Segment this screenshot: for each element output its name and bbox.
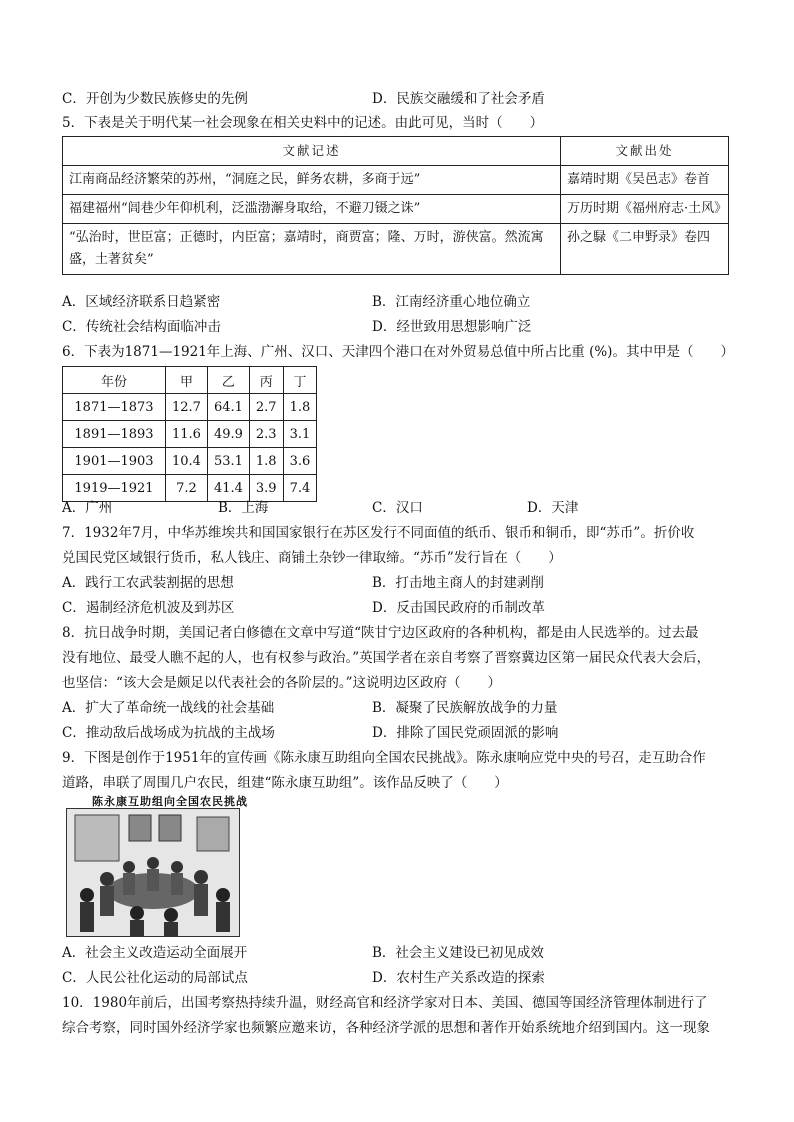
q9-option-d: D．农村生产关系改造的探索 bbox=[372, 970, 545, 986]
q6-cell: 41.4 bbox=[207, 475, 249, 502]
q8-stem-line3: 也坚信：“该大会是颇足以代表社会的各阶层的。”这说明边区政府（ ） bbox=[62, 675, 502, 691]
q6-option-b: B．上海 bbox=[218, 500, 269, 516]
q5-option-b: B．江南经济重心地位确立 bbox=[372, 294, 531, 310]
table-row bbox=[63, 166, 729, 195]
q6-cell: 11.6 bbox=[166, 421, 208, 448]
q5-option-d: D．经世致用思想影响广泛 bbox=[372, 319, 532, 335]
q5-cell: “弘治时，世臣富；正德时，内臣富；嘉靖时，商贾富；隆、万时，游侠富。然流寓盛，土著贫矣” bbox=[63, 224, 561, 275]
poster-image bbox=[66, 808, 240, 937]
q6-table bbox=[62, 366, 317, 502]
q6-option-d: D．天津 bbox=[527, 500, 579, 516]
q6-cell: 49.9 bbox=[207, 421, 249, 448]
q4-option-c: C．开创为少数民族修史的先例 bbox=[62, 91, 248, 107]
q5-cell: 孙之騄《二申野录》卷四 bbox=[561, 224, 729, 275]
q7-option-a: A．践行工农武装割据的思想 bbox=[62, 575, 234, 591]
q6-cell: 3.1 bbox=[283, 421, 317, 448]
table-header-row bbox=[63, 367, 317, 394]
q6-cell: 10.4 bbox=[166, 448, 208, 475]
q6-cell: 1871—1873 bbox=[63, 394, 166, 421]
q6-cell: 1891—1893 bbox=[63, 421, 166, 448]
q6-cell: 1.8 bbox=[283, 394, 317, 421]
q7-option-d: D．反击国民政府的币制改革 bbox=[372, 600, 545, 616]
q6-cell: 1.8 bbox=[249, 448, 283, 475]
q5-header-source: 文献出处 bbox=[561, 137, 729, 166]
q7-option-c: C．遏制经济危机波及到苏区 bbox=[62, 600, 235, 616]
q6-header-jia: 甲 bbox=[166, 367, 208, 394]
q8-option-c: C．推动敌后战场成为抗战的主战场 bbox=[62, 725, 275, 741]
q5-cell: 万历时期《福州府志·土风》 bbox=[561, 195, 729, 224]
q6-cell: 2.7 bbox=[249, 394, 283, 421]
q7-stem-line2: 兑国民党区域银行货币，私人钱庄、商铺土杂钞一律取缔。“苏币”发行旨在（ ） bbox=[62, 550, 562, 566]
table-row bbox=[63, 448, 317, 475]
q8-option-b: B．凝聚了民族解放战争的力量 bbox=[372, 700, 558, 716]
q6-cell: 64.1 bbox=[207, 394, 249, 421]
q5-option-a: A．区域经济联系日趋紧密 bbox=[62, 294, 221, 310]
q6-header-bing: 丙 bbox=[249, 367, 283, 394]
q8-option-d: D．排除了国民党顽固派的影响 bbox=[372, 725, 559, 741]
q6-header-ding: 丁 bbox=[283, 367, 317, 394]
q5-option-c: C．传统社会结构面临冲击 bbox=[62, 319, 221, 335]
q7-stem-line1: 7．1932年7月，中华苏维埃共和国国家银行在苏区发行不同面值的纸币、银币和铜币，即“苏币”。折价收 bbox=[62, 525, 695, 541]
q6-cell: 1919—1921 bbox=[63, 475, 166, 502]
q6-cell: 7.4 bbox=[283, 475, 317, 502]
q10-stem-line2: 综合考察，同时国外经济学家也频繁应邀来访，各种经济学派的思想和著作开始系统地介绍到国内。这一现象 bbox=[62, 1020, 710, 1036]
q5-cell: 嘉靖时期《吴邑志》卷首 bbox=[561, 166, 729, 195]
table-row bbox=[63, 195, 729, 224]
q6-cell: 7.2 bbox=[166, 475, 208, 502]
q6-header-year: 年份 bbox=[63, 367, 166, 394]
table-row bbox=[63, 224, 729, 275]
q9-stem-line2: 道路，串联了周围几户农民，组建“陈永康互助组”。该作品反映了（ ） bbox=[62, 775, 508, 791]
q6-option-c: C．汉口 bbox=[372, 500, 423, 516]
q4-option-d: D．民族交融缓和了社会矛盾 bbox=[372, 91, 545, 107]
q5-cell: 福建福州“闾巷少年仰机利，泛滥渤澥身取给，不避刀镊之诛” bbox=[63, 195, 561, 224]
q9-stem-line1: 9．下图是创作于1951年的宣传画《陈永康互助组向全国农民挑战》。陈永康响应党中央的号召，走互助合作 bbox=[62, 750, 706, 766]
table-row bbox=[63, 394, 317, 421]
q9-option-b: B．社会主义建设已初见成效 bbox=[372, 945, 544, 961]
q6-cell: 3.9 bbox=[249, 475, 283, 502]
q6-stem: 6．下表为1871—1921年上海、广州、汉口、天津四个港口在对外贸易总值中所占比重 (%)。其中甲是（ ） bbox=[62, 344, 734, 360]
q6-header-yi: 乙 bbox=[207, 367, 249, 394]
q6-cell: 3.6 bbox=[283, 448, 317, 475]
q5-cell: 江南商品经济繁荣的苏州，“洞庭之民，鲜务农耕，多商于远” bbox=[63, 166, 561, 195]
q10-stem-line1: 10．1980年前后，出国考察热持续升温，财经高官和经济学家对日本、美国、德国等国经济管理体制进行了 bbox=[62, 995, 708, 1011]
q6-cell: 1901—1903 bbox=[63, 448, 166, 475]
q6-cell: 53.1 bbox=[207, 448, 249, 475]
table-row bbox=[63, 421, 317, 448]
q7-option-b: B．打击地主商人的封建剥削 bbox=[372, 575, 544, 591]
q8-stem-line2: 没有地位、最受人瞧不起的人，也有权参与政治。”英国学者在亲自考察了晋察冀边区第一届民众代表大会后， bbox=[62, 650, 711, 666]
q5-header-record: 文献记述 bbox=[63, 137, 561, 166]
poster-title: 陈永康互助组向全国农民挑战 bbox=[92, 795, 248, 808]
q9-option-a: A．社会主义改造运动全面展开 bbox=[62, 945, 248, 961]
q6-option-a: A．广州 bbox=[62, 500, 113, 516]
q9-option-c: C．人民公社化运动的局部试点 bbox=[62, 970, 248, 986]
q5-table bbox=[62, 136, 729, 275]
q6-cell: 2.3 bbox=[249, 421, 283, 448]
q8-option-a: A．扩大了革命统一战线的社会基础 bbox=[62, 700, 275, 716]
q5-stem: 5．下表是关于明代某一社会现象在相关史料中的记述。由此可见，当时（ ） bbox=[62, 115, 544, 131]
q8-stem-line1: 8．抗日战争时期，美国记者白修德在文章中写道“陕甘宁边区政府的各种机构，都是由人民选举的。过去最 bbox=[62, 625, 699, 641]
poster-illustration bbox=[67, 809, 239, 936]
q6-cell: 12.7 bbox=[166, 394, 208, 421]
